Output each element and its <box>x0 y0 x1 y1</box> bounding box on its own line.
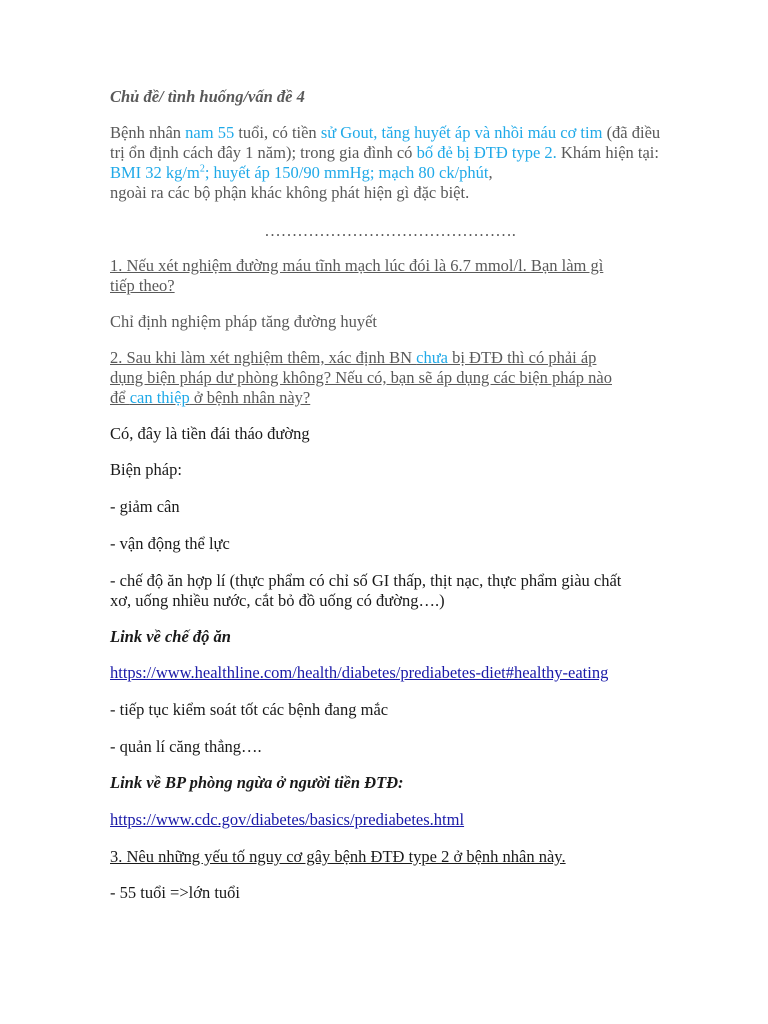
topic-title: Chủ đề/ tình huống/vấn đề 4 <box>110 87 305 106</box>
measure-stress: - quản lí căng thẳng…. <box>110 737 262 756</box>
answer-1: Chỉ định nghiệm pháp tăng đường huyết <box>110 312 377 331</box>
case-highlight-age: nam 55 <box>185 123 235 142</box>
case-text-5: , <box>488 163 493 182</box>
question-1: 1. Nếu xét nghiệm đường máu tĩnh mạch lúc đói là 6.7 mmol/l. Bạn làm gì tiếp theo? <box>110 256 604 295</box>
q2-highlight-chua: chưa <box>416 348 448 367</box>
case-highlight-family: bố đẻ bị ĐTĐ type 2. <box>416 143 557 162</box>
question-3: 3. Nêu những yếu tố nguy cơ gây bệnh ĐTĐ type 2 ở bệnh nhân này. <box>110 847 566 866</box>
q2-highlight-can-thiep: can thiệp <box>129 388 190 407</box>
case-highlight-bmi: BMI 32 $kg/m^2$; huyết áp 150/90 mmHg; mạch 80 ck/phút <box>110 163 489 182</box>
measure-diet: - chế độ ăn hợp lí (thực phẩm có chỉ số GI thấp, thịt nạc, thực phẩm giàu chất xơ, uống nhiều nước, cắt bỏ đồ uống có đường….) <box>110 571 622 610</box>
diet-link[interactable]: https://www.healthline.com/health/diabetes/prediabetes-diet#healthy-eating <box>110 663 609 682</box>
risk-factor-age: - 55 tuổi =>lớn tuổi <box>110 883 241 902</box>
bp-link[interactable]: https://www.cdc.gov/diabetes/basics/prediabetes.html <box>110 810 465 829</box>
measure-exercise: - vận động thể lực <box>110 534 230 553</box>
measure-disease-control: - tiếp tục kiểm soát tốt các bệnh đang mắc <box>110 700 389 719</box>
diet-link-label: Link về chế độ ăn <box>110 627 231 646</box>
question-2: 2. Sau khi làm xét nghiệm thêm, xác định BN chưa bị ĐTĐ thì có phải áp dụng biện pháp dư phòng không? Nếu có, bạn sẽ áp dụng các biện pháp nào để can thiệp ở bệnh nhân này? <box>110 348 612 407</box>
separator-dots: ………………………………………. <box>264 221 516 240</box>
case-text-2: tuổi, có tiền <box>234 123 321 142</box>
case-highlight-history: sử Gout, tăng huyết áp và nhồi máu cơ tim <box>320 123 603 142</box>
answer-2: Có, đây là tiền đái tháo đường <box>110 424 310 443</box>
case-text-3: (đã điều trị ổn định cách đây 1 năm); trong gia đình có <box>110 123 661 162</box>
case-text-1: Bệnh nhân <box>110 123 186 142</box>
case-text-6: ngoài ra các bộ phận khác không phát hiện gì đặc biệt. <box>110 183 470 202</box>
bp-link-label: Link về BP phòng ngừa ở người tiền ĐTĐ: <box>110 773 404 792</box>
case-description <box>110 123 670 203</box>
case-text-4: Khám hiện tại: <box>556 143 659 162</box>
measures-label: Biện pháp: <box>110 460 182 479</box>
measure-weight-loss: - giảm cân <box>110 497 180 516</box>
